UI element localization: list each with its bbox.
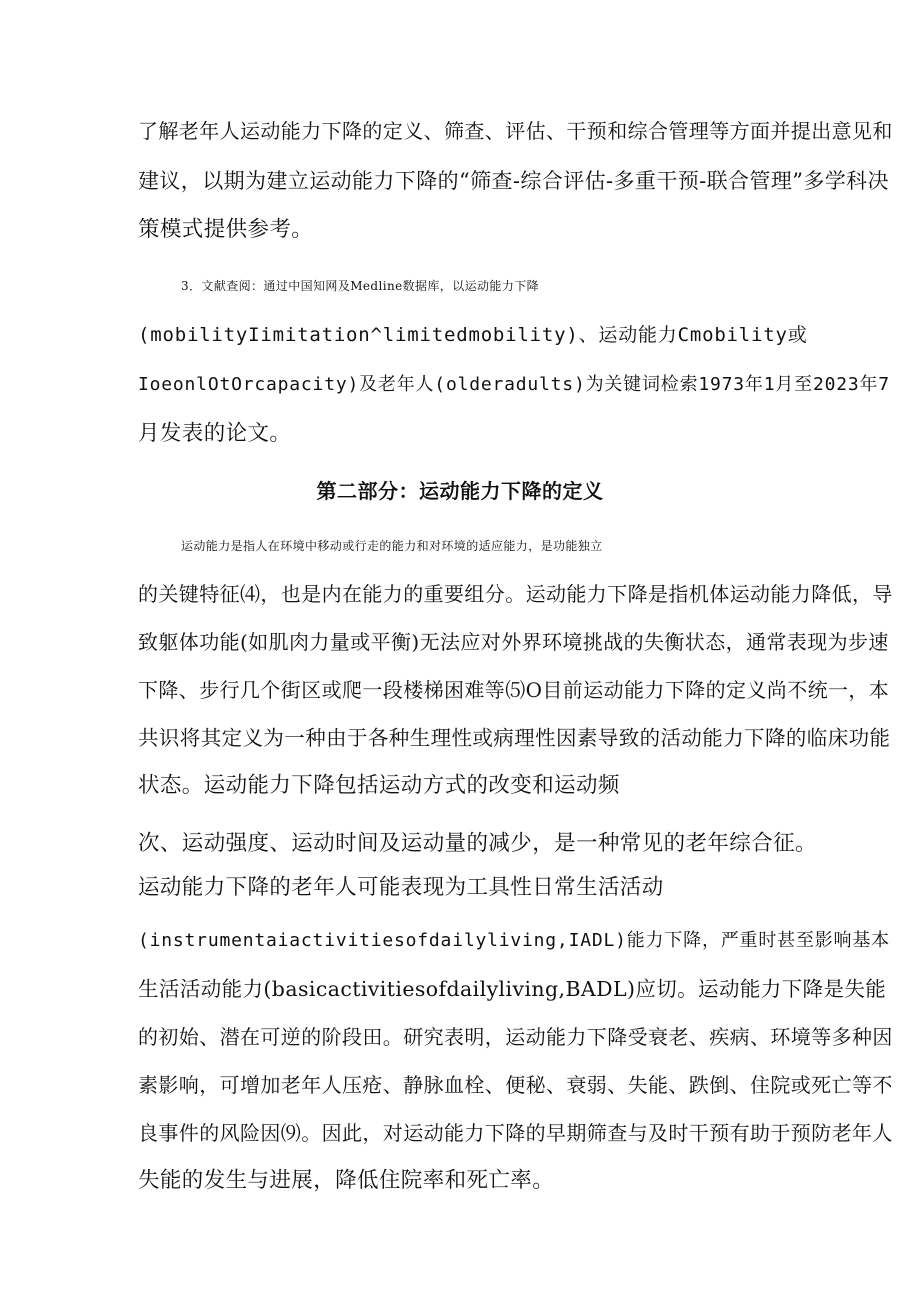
definition-line-4: 下降、步行几个街区或爬一段楼梯困难等⑸O目前运动能力下降的定义尚不统一，本 — [138, 678, 890, 702]
intro-line-2: 建议，以期为建立运动能力下降的“筛查-综合评估-多重干预-联合管理”多学科决 — [138, 169, 889, 193]
continuation-line-5: 的初始、潜在可逆的阶段田。研究表明，运动能力下降受衰老、疾病、环境等多种因 — [138, 1025, 893, 1049]
continuation-line-4: 生活活动能力(basicactivitiesofdailyliving,BADL)应切。运动能力下降是失能 — [138, 977, 887, 1001]
continuation-line-8: 失能的发生与进展，降低住院率和死亡率。 — [138, 1168, 555, 1193]
continuation-line-7: 良事件的风险因⑼。因此，对运动能力下降的早期筛查与及时干预有助于预防老年人 — [138, 1121, 893, 1145]
intro-line-3: 策模式提供参考。 — [138, 217, 314, 242]
literature-line-2: (mobilityIimitation^limitedmobility)、运动能力Cmobility或 — [138, 324, 808, 346]
literature-line-1: 3．文献查阅：通过中国知网及Medline数据库，以运动能力下降 — [181, 279, 540, 293]
continuation-line-6: 素影响，可增加老年人压疮、静脉血栓、便秘、衰弱、失能、跌倒、住院或死亡等不 — [138, 1073, 893, 1097]
definition-line-6: 状态。运动能力下降包括运动方式的改变和运动频 — [138, 773, 620, 798]
literature-line-3: IoeonlOtOrcapacity)及老年人(olderadults)为关键词检索1973年1月至2023年7 — [138, 374, 890, 395]
continuation-line-2: 运动能力下降的老年人可能表现为工具性日常生活活动 — [138, 875, 664, 900]
literature-line-4: 月发表的论文。 — [138, 421, 292, 446]
intro-line-1: 了解老年人运动能力下降的定义、筛查、评估、干预和综合管理等方面并提出意见和 — [138, 119, 893, 143]
definition-line-5: 共识将其定义为一种由于各种生理性或病理性因素导致的活动能力下降的临床功能 — [138, 726, 891, 750]
section-heading: 第二部分：运动能力下降的定义 — [316, 479, 604, 503]
definition-line-2: 的关键特征⑷，也是内在能力的重要组分。运动能力下降是指机体运动能力降低，导 — [138, 582, 893, 606]
continuation-line-1: 次、运动强度、运动时间及运动量的减少，是一种常见的老年综合征。 — [138, 831, 817, 856]
definition-line-1: 运动能力是指人在环境中移动或行走的能力和对环境的适应能力，是功能独立 — [181, 539, 603, 553]
continuation-line-3: (instrumentaiactivitiesofdailyliving,IADL)能力下降，严重时甚至影响基本 — [138, 930, 890, 951]
definition-line-3: 致躯体功能(如肌肉力量或平衡)无法应对外界环境挑战的失衡状态，通常表现为步速 — [138, 630, 889, 654]
